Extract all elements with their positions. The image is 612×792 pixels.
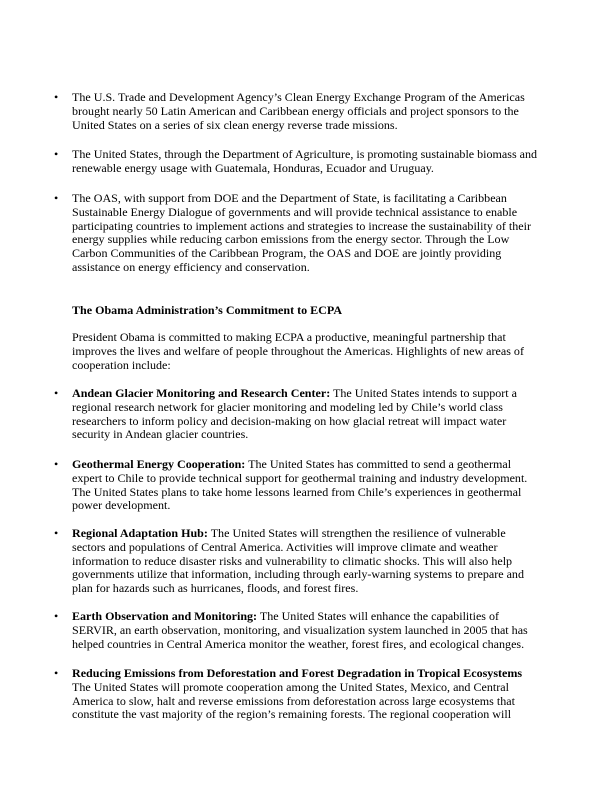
bullet-item — [54, 457, 542, 513]
bullet-item — [54, 386, 542, 442]
bullet-body: The United States intends to support a regional research network for glacier monitoring and modeling led by Chile’s world class researchers to inform policy and decision-making on how glacial retreat will impact water security in Andean glacier countries. — [72, 386, 518, 442]
bullet-item — [54, 90, 542, 132]
bullet-body: The United States has committed to send a geothermal expert to Chile to provide technical support for geothermal training and industry development. The United States plans to take home lessons learned from Chile’s experiences in geothermal power development. — [72, 457, 528, 513]
bullet-title: Geothermal Energy Cooperation: — [72, 457, 246, 471]
bullet-glyph: • — [54, 147, 59, 161]
bullet-text — [72, 610, 542, 651]
section-intro: President Obama is committed to making ECPA a productive, meaningful partnership that improves the lives and welfare of people throughout the Americas. Highlights of new areas of cooperation include: — [72, 330, 524, 372]
bullet-text — [72, 667, 542, 722]
bullet-text — [72, 387, 542, 442]
bullet-title: Andean Glacier Monitoring and Research Center: — [72, 386, 331, 400]
bullet-glyph: • — [54, 609, 59, 623]
bullet-text — [72, 458, 542, 513]
bullet-text — [72, 527, 542, 596]
section-heading: The Obama Administration’s Commitment to ECPA — [72, 303, 343, 317]
bullet-title: Reducing Emissions from Deforestation and Forest Degradation in Tropical Ecosystems — [72, 666, 523, 680]
bullet-text: The U.S. Trade and Development Agency’s Clean Energy Exchange Program of the Americas brought nearly 50 Latin American and Caribbean energy officials and project sponsors to the United States on a series of six clean energy reverse trade missions. — [72, 90, 525, 132]
bullet-glyph: • — [54, 191, 59, 205]
bullet-item — [54, 609, 542, 651]
bullet-title: Regional Adaptation Hub: — [72, 526, 208, 540]
bullet-title: Earth Observation and Monitoring: — [72, 609, 258, 623]
bullet-item — [54, 191, 542, 275]
bullet-body: The United States will strengthen the resilience of vulnerable sectors and populations of Central America. Activities will improve climate and weather information to reduce disaster risks and vulnerability to climatic shocks. This will also help governments utilize that information, including through early-warning systems to prepare and plan for hazards such as hurricanes, floods, and forest fires. — [72, 526, 524, 596]
bullet-item — [54, 666, 542, 722]
bullet-body: The United States will promote cooperation among the United States, Mexico, and Central America to slow, halt and reverse emissions from deforestation across large ecosystems that constitute the vast majority of the region’s remaining forests. The regional cooperation will — [72, 679, 515, 722]
bullet-text: The United States, through the Department of Agriculture, is promoting sustainable biomass and renewable energy usage with Guatemala, Honduras, Ecuador and Uruguay. — [72, 147, 538, 175]
bullet-item — [54, 147, 542, 176]
bullet-glyph: • — [54, 457, 59, 471]
bullet-item — [54, 526, 542, 596]
bullet-body: The United States will enhance the capabilities of SERVIR, an earth observation, monitoring, and visualization system launched in 2005 that has helped countries in Central America monitor the weather, forest fires, and ecological changes. — [72, 609, 528, 651]
bullet-glyph: • — [54, 526, 59, 540]
bullet-glyph: • — [54, 666, 59, 680]
bullet-glyph: • — [54, 90, 59, 104]
bullet-glyph: • — [54, 386, 59, 400]
bullet-text: The OAS, with support from DOE and the Department of State, is facilitating a Caribbean Sustainable Energy Dialogue of governments and will provide technical assistance to enable participating countries to implement actions and strategies to increase the sustainability of their energy supplies while reducing carbon emissions from the energy sector. Through the Low Carbon Communities of the Caribbean Program, the OAS and DOE are jointly providing assistance on energy efficiency and conservation. — [72, 191, 531, 274]
